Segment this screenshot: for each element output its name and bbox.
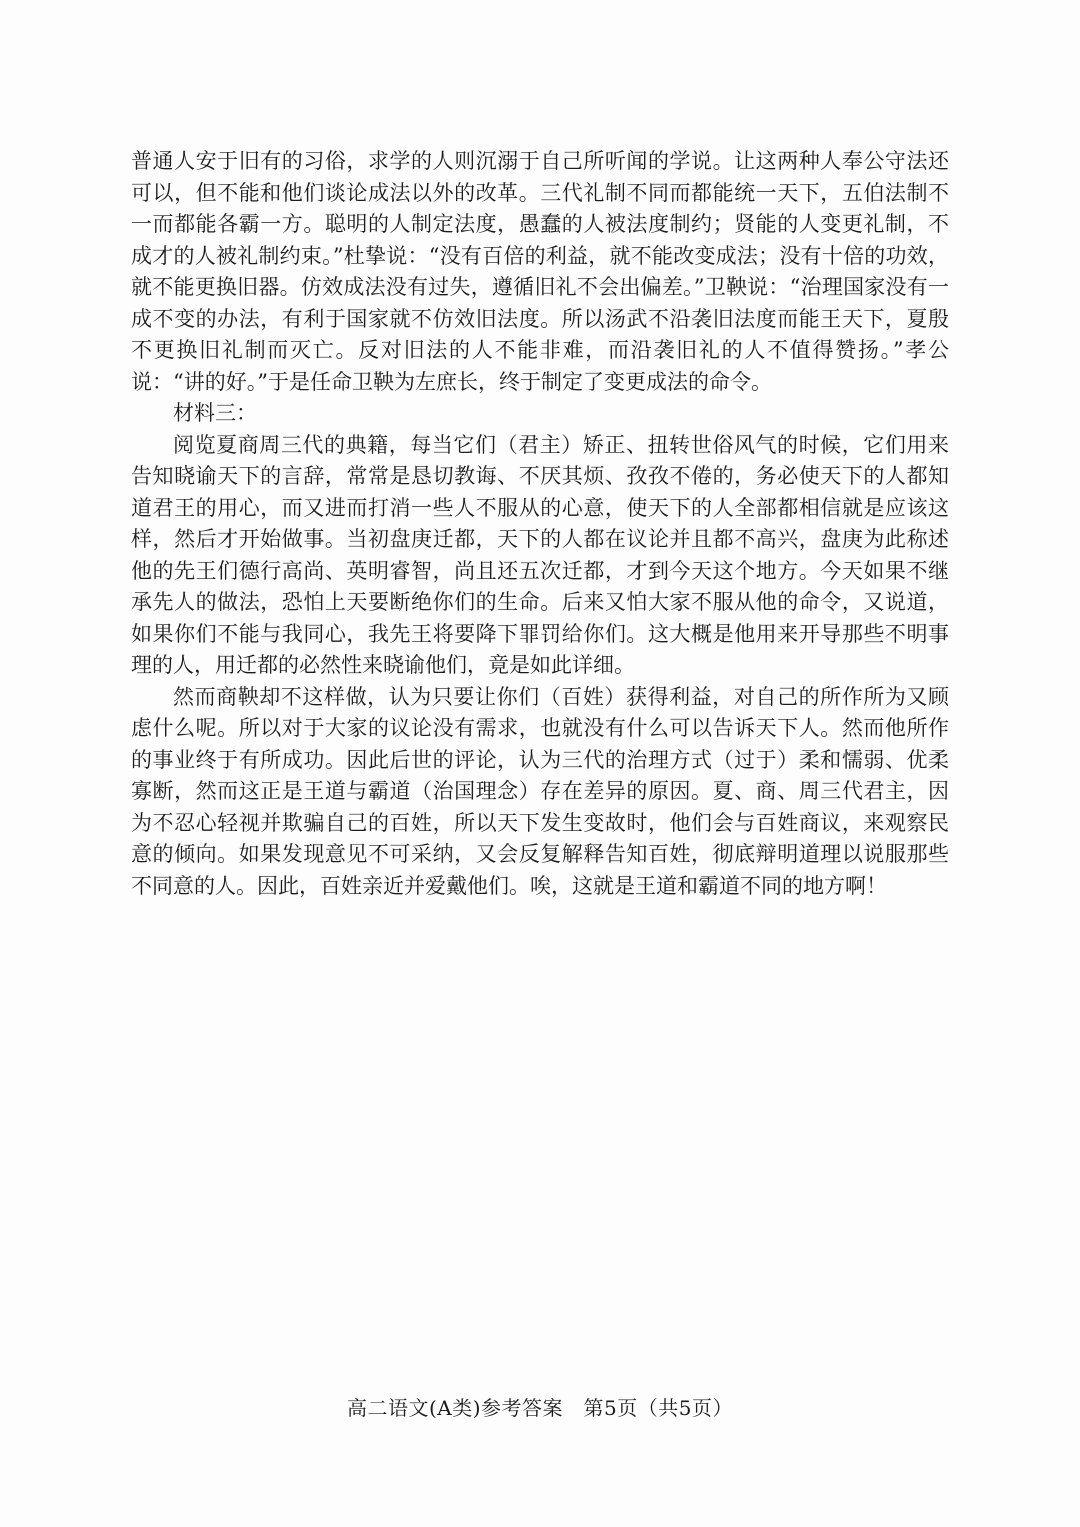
section-label-material-3: 材料三： xyxy=(173,401,257,425)
continuation-paragraph: 普通人安于旧有的习俗，求学的人则沉溺于自己所听闻的学说。让这两种人奉公守法还可以，但不能和他们谈论成法以外的改革。三代礼制不同而都能统一天下，五伯法制不一而都能各霸一方。聪明的人制定法度，愚蠢的人被法度制约；贤能的人变更礼制，不成才的人被礼制约束。”杜挚说：“没有百倍的利益，就不能改变成法；没有十倍的功效，就不能更换旧器。仿效成法没有过失，遵循旧礼不会出偏差。”卫鞅说：“治理国家没有一成不变的办法，有利于国家就不仿效旧法度。所以汤武不沿袭旧法度而能王天下，夏殷不更换旧礼制而灭亡。反对旧法的人不能非难，而沿袭旧礼的人不值得赞扬。”孝公说：“讲的好。”于是任命卫鞅为左庶长，终于制定了变更成法的命令。 xyxy=(131,149,949,394)
document-body xyxy=(131,146,949,902)
material-3-paragraph-1: 阅览夏商周三代的典籍，每当它们（君主）矫正、扭转世俗风气的时候，它们用来告知晓谕天下的言辞，常常是恳切教诲、不厌其烦、孜孜不倦的，务必使天下的人都知道君王的用心，而又进而打消一些人不服从的心意，使天下的人全部都相信就是应该这样，然后才开始做事。当初盘庚迁都，天下的人都在议论并且都不高兴，盘庚为此称述他的先王们德行高尚、英明睿智，尚且还五次迁都，才到今天这个地方。今天如果不继承先人的做法，恐怕上天要断绝你们的生命。后来又怕大家不服从他的命令，又说道，如果你们不能与我同心，我先王将要降下罪罚给你们。这大概是他用来开导那些不明事理的人，用迁都的必然性来晓谕他们，竟是如此详细。 xyxy=(131,432,949,677)
material-3-paragraph-2: 然而商鞅却不这样做，认为只要让你们（百姓）获得利益，对自己的所作所为又顾虑什么呢。所以对于大家的议论没有需求，也就没有什么可以告诉天下人。然而他所作的事业终于有所成功。因此后世的评论，认为三代的治理方式（过于）柔和懦弱、优柔寡断，然而这正是王道与霸道（治国理念）存在差异的原因。夏、商、周三代君主，因为不忍心轻视并欺骗自己的百姓，所以天下发生变故时，他们会与百姓商议，来观察民意的倾向。如果发现意见不可采纳，又会反复解释告知百姓，彻底辩明道理以说服那些不同意的人。因此，百姓亲近并爱戴他们。唉，这就是王道和霸道不同的地方啊！ xyxy=(131,684,949,898)
page-footer: 高二语文(A类)参考答案 第5页（共5页） xyxy=(347,1396,733,1420)
